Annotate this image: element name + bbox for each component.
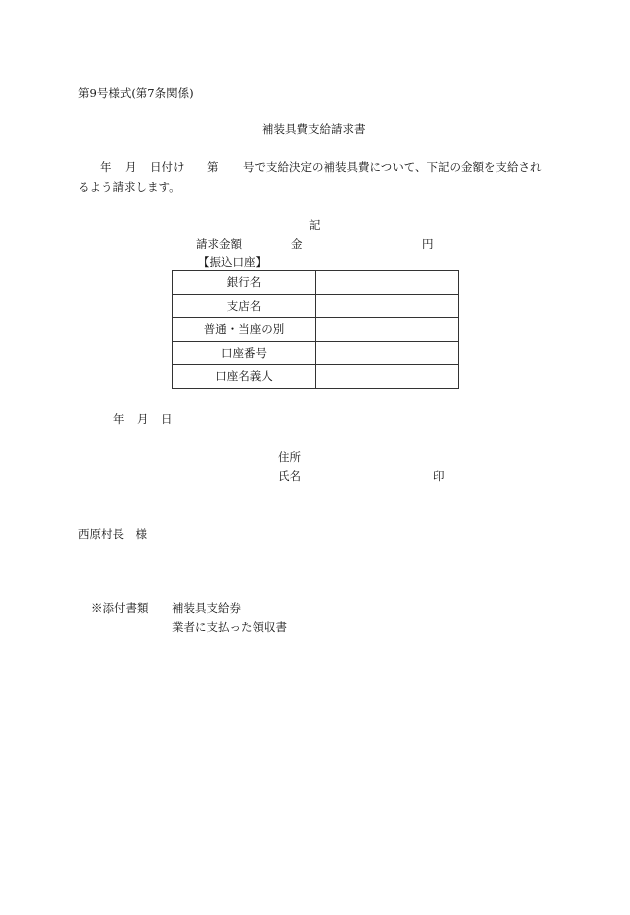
body-year: 年 — [100, 160, 112, 174]
yen-label: 円 — [422, 237, 434, 251]
form-number: 第9号様式(第7条関係) — [78, 86, 194, 100]
table-row — [173, 365, 459, 389]
account-row-value[interactable] — [316, 365, 459, 389]
attachments-label: ※添付書類 — [91, 601, 149, 615]
account-row-value[interactable] — [316, 271, 459, 295]
account-table — [172, 270, 459, 389]
name-label: 氏名 — [278, 469, 301, 483]
date-month: 月 — [137, 412, 149, 426]
account-row-value[interactable] — [316, 341, 459, 365]
account-row-label: 口座名義人 — [173, 365, 316, 389]
addressee: 西原村長 様 — [78, 527, 147, 541]
request-amount-label: 請求金額 — [196, 237, 242, 251]
body-date-suffix: 日付け — [150, 160, 185, 174]
attachment-item: 業者に支払った領収書 — [172, 620, 287, 634]
account-row-label: 銀行名 — [173, 271, 316, 295]
account-row-label: 普通・当座の別 — [173, 318, 316, 342]
attachment-item: 補装具支給券 — [172, 601, 241, 615]
body-line1-rest: 号で支給決定の補装具費について、下記の金額を支給され — [243, 160, 542, 174]
body-month: 月 — [125, 160, 137, 174]
account-heading: 【振込口座】 — [198, 255, 267, 269]
table-row — [173, 318, 459, 342]
ki-heading: 記 — [309, 218, 321, 232]
seal-label: 印 — [433, 469, 445, 483]
address-label: 住所 — [278, 450, 301, 464]
table-row — [173, 341, 459, 365]
account-row-value[interactable] — [316, 294, 459, 318]
body-dai: 第 — [207, 160, 219, 174]
account-row-label: 口座番号 — [173, 341, 316, 365]
page-title: 補装具費支給請求書 — [262, 122, 366, 136]
body-line2: るよう請求します。 — [78, 180, 181, 194]
date-day: 日 — [161, 412, 173, 426]
date-year: 年 — [113, 412, 125, 426]
table-row — [173, 271, 459, 295]
kin-label: 金 — [291, 237, 303, 251]
account-row-label: 支店名 — [173, 294, 316, 318]
account-row-value[interactable] — [316, 318, 459, 342]
table-row — [173, 294, 459, 318]
